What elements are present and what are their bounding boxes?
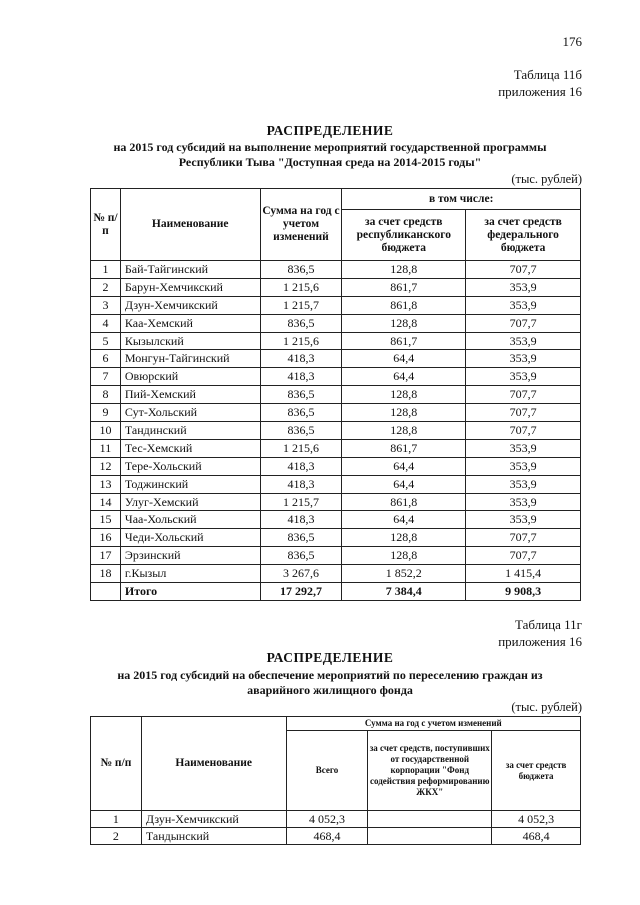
row-federal: 707,7 [466,404,581,422]
row-name: Барун-Хемчикский [120,278,260,296]
row-num: 15 [91,511,121,529]
table1-subtitle [60,140,600,170]
header-num: № п/п [91,189,121,261]
row-sum: 1 215,6 [260,332,342,350]
table1-ref-line2: приложения 16 [498,84,582,99]
table-row [91,828,581,845]
row-name: Каа-Хемский [120,314,260,332]
table-row [91,422,581,440]
row-federal: 353,9 [466,511,581,529]
row-num: 11 [91,439,121,457]
table-row [91,350,581,368]
table-row [91,511,581,529]
row-num: 18 [91,565,121,583]
row-republic: 128,8 [342,261,466,279]
header-name: Наименование [120,189,260,261]
row-republic: 128,8 [342,547,466,565]
row-republic: 128,8 [342,314,466,332]
row-sum: 836,5 [260,422,342,440]
row-republic: 64,4 [342,475,466,493]
table-row [91,314,581,332]
row-sum: 418,3 [260,475,342,493]
t2-header-budget: за счет средств бюджета [492,731,581,811]
row-num: 8 [91,386,121,404]
row-name: Тоджинский [120,475,260,493]
total-name: Итого [120,583,260,601]
table-row [91,296,581,314]
row-federal: 353,9 [466,368,581,386]
row-republic: 128,8 [342,529,466,547]
row-sum: 1 215,7 [260,296,342,314]
row-sum: 836,5 [260,404,342,422]
table1-subtitle-line1: на 2015 год субсидий на выполнение мероприятий государственной программы [113,140,547,154]
table1-unit: (тыс. рублей) [511,172,582,186]
row-sum: 1 215,6 [260,278,342,296]
row-num: 3 [91,296,121,314]
row-name: Тес-Хемский [120,439,260,457]
table-row [91,404,581,422]
table-row [91,278,581,296]
row-num: 6 [91,350,121,368]
subsidy-table-resettlement [90,716,581,845]
table2-unit: (тыс. рублей) [511,700,582,714]
row-num: 12 [91,457,121,475]
row-name: Кызылский [120,332,260,350]
row-sum: 418,3 [260,457,342,475]
row-federal: 707,7 [466,547,581,565]
table-row [91,368,581,386]
row-name: Овюрский [120,368,260,386]
table-row [91,493,581,511]
table-row [91,475,581,493]
row-budget: 4 052,3 [492,811,581,828]
row-republic: 128,8 [342,422,466,440]
row-name: Пий-Хемский [120,386,260,404]
row-num: 17 [91,547,121,565]
row-federal: 707,7 [466,529,581,547]
row-num: 4 [91,314,121,332]
row-total: 468,4 [286,828,368,845]
table2-subtitle-line2: аварийного жилищного фонда [247,683,413,697]
table-row [91,332,581,350]
row-sum: 1 215,7 [260,493,342,511]
row-name: Сут-Хольский [120,404,260,422]
row-republic: 861,7 [342,332,466,350]
t2-header-name: Наименование [141,717,286,811]
row-federal: 707,7 [466,386,581,404]
row-sum: 836,5 [260,386,342,404]
table-row [91,457,581,475]
row-republic: 861,7 [342,278,466,296]
row-sum: 418,3 [260,368,342,386]
row-num: 2 [91,278,121,296]
row-name: Чаа-Хольский [120,511,260,529]
row-federal: 353,9 [466,457,581,475]
header-sum: Сумма на год с учетом изменений [260,189,342,261]
table2-subtitle [60,668,600,698]
row-num: 9 [91,404,121,422]
table2-ref-line1: Таблица 11г [515,617,582,632]
row-federal: 353,9 [466,493,581,511]
table1-subtitle-line2: Республики Тыва "Доступная среда на 2014-2015 годы" [178,155,482,169]
table1-title: РАСПРЕДЕЛЕНИЕ [266,123,394,138]
row-num: 14 [91,493,121,511]
row-name: Тере-Хольский [120,457,260,475]
table2-subtitle-line1: на 2015 год субсидий на обеспечение мероприятий по переселению граждан из [117,668,543,682]
row-sum: 836,5 [260,314,342,332]
row-num: 1 [91,261,121,279]
row-republic: 64,4 [342,511,466,529]
total-row [91,583,581,601]
row-num: 10 [91,422,121,440]
row-sum: 418,3 [260,350,342,368]
table1-ref-line1: Таблица 11б [513,67,582,82]
t2-header-num: № п/п [91,717,142,811]
row-name: Чеди-Хольский [120,529,260,547]
row-federal: 707,7 [466,261,581,279]
row-name: г.Кызыл [120,565,260,583]
row-republic: 861,8 [342,296,466,314]
row-republic: 861,7 [342,439,466,457]
table-row [91,261,581,279]
page-number: 176 [562,34,582,49]
row-sum: 836,5 [260,529,342,547]
row-num: 16 [91,529,121,547]
row-federal: 707,7 [466,422,581,440]
table-row [91,547,581,565]
row-sum: 836,5 [260,261,342,279]
row-name: Бай-Тайгинский [120,261,260,279]
row-federal: 353,9 [466,475,581,493]
row-republic: 64,4 [342,368,466,386]
row-fund [368,811,492,828]
total-republic: 7 384,4 [342,583,466,601]
row-federal: 353,9 [466,439,581,457]
row-federal: 353,9 [466,350,581,368]
row-total: 4 052,3 [286,811,368,828]
row-republic: 64,4 [342,350,466,368]
table2-title: РАСПРЕДЕЛЕНИЕ [266,650,394,665]
row-num: 7 [91,368,121,386]
row-num: 5 [91,332,121,350]
row-name: Дзун-Хемчикский [120,296,260,314]
row-federal: 353,9 [466,296,581,314]
row-name: Дзун-Хемчикский [141,811,286,828]
table-row [91,529,581,547]
t2-header-sum: Сумма на год с учетом изменений [286,717,580,731]
table1-reference [498,66,582,100]
table2-ref-line2: приложения 16 [498,634,582,649]
row-federal: 707,7 [466,314,581,332]
row-num: 1 [91,811,142,828]
header-republic: за счет средств республиканского бюджета [342,210,466,261]
table-row [91,565,581,583]
t2-header-total: Всего [286,731,368,811]
row-name: Улуг-Хемский [120,493,260,511]
table-row [91,386,581,404]
row-sum: 418,3 [260,511,342,529]
total-num [91,583,121,601]
row-sum: 3 267,6 [260,565,342,583]
row-num: 2 [91,828,142,845]
table-row [91,439,581,457]
row-republic: 1 852,2 [342,565,466,583]
row-republic: 64,4 [342,457,466,475]
row-republic: 128,8 [342,404,466,422]
row-federal: 353,9 [466,278,581,296]
row-republic: 128,8 [342,386,466,404]
row-federal: 1 415,4 [466,565,581,583]
row-name: Тандинский [120,422,260,440]
header-federal: за счет средств федерального бюджета [466,210,581,261]
row-num: 13 [91,475,121,493]
total-federal: 9 908,3 [466,583,581,601]
row-federal: 353,9 [466,332,581,350]
subsidy-table-accessible-env [90,188,581,601]
row-republic: 861,8 [342,493,466,511]
row-name: Тандынский [141,828,286,845]
row-name: Эрзинский [120,547,260,565]
header-including: в том числе: [342,189,581,210]
table2-reference [498,616,582,650]
row-sum: 836,5 [260,547,342,565]
table-row [91,811,581,828]
total-sum: 17 292,7 [260,583,342,601]
row-fund [368,828,492,845]
t2-header-fund: за счет средств, поступивших от государственной корпорации "Фонд содействия реформированию ЖКХ" [368,731,492,811]
row-budget: 468,4 [492,828,581,845]
row-name: Монгун-Тайгинский [120,350,260,368]
row-sum: 1 215,6 [260,439,342,457]
